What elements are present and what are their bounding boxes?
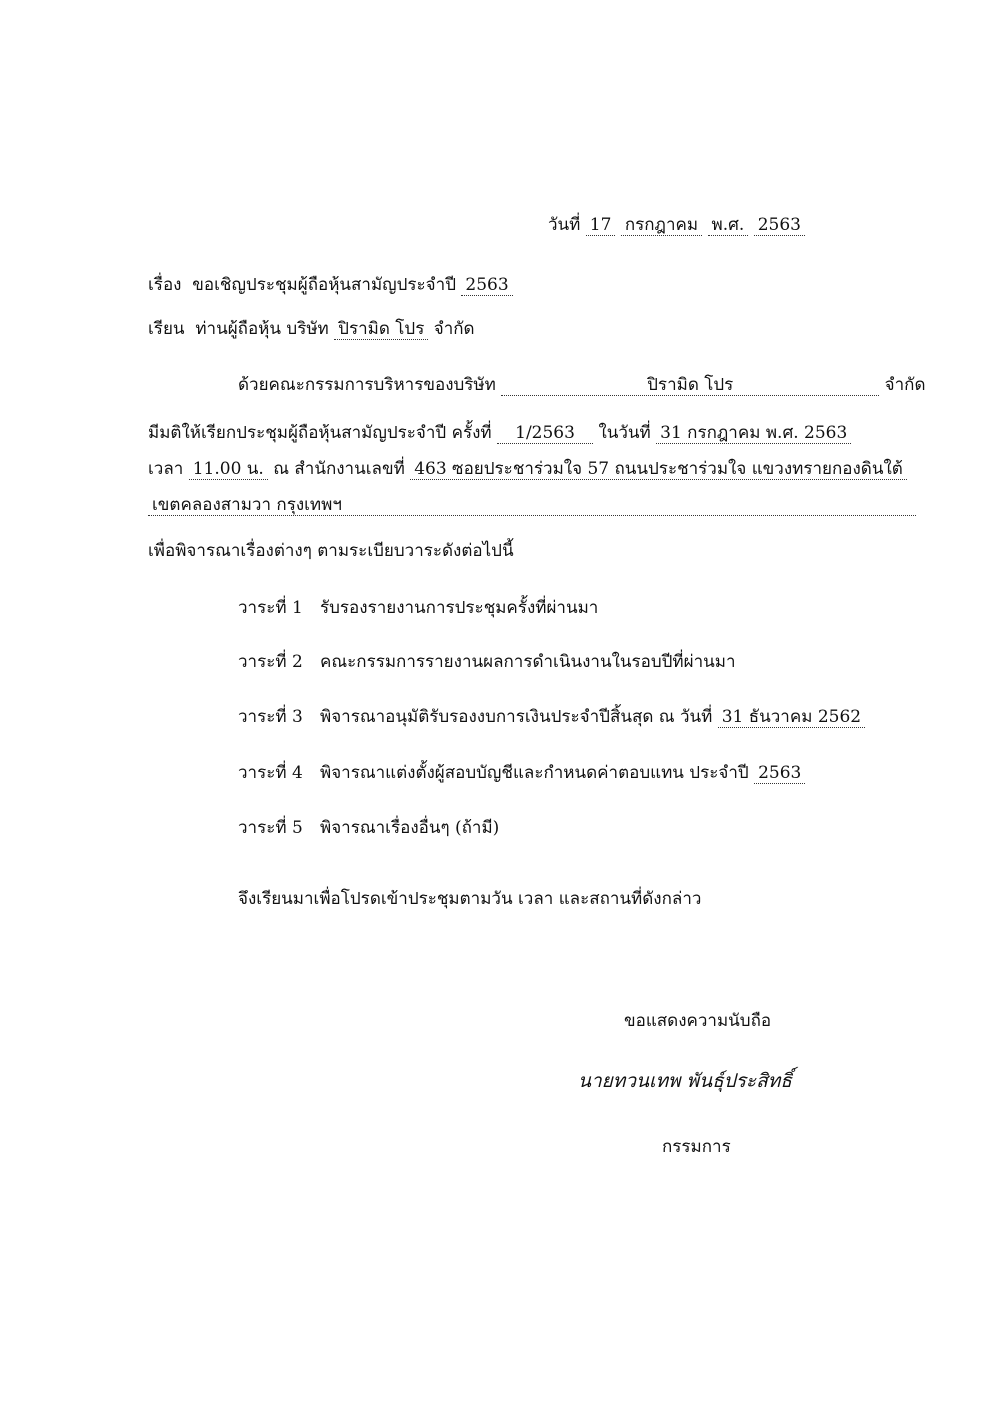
meeting-time: 11.00 น. (189, 459, 268, 480)
agenda-item-5 (238, 817, 499, 839)
agenda-fill: 2563 (754, 763, 805, 784)
body-line1-suffix: จำกัด (884, 375, 926, 395)
recipient-text: ท่านผู้ถือหุ้น บริษัท (195, 319, 329, 339)
subject-text: ขอเชิญประชุมผู้ถือหุ้นสามัญประจำปี (192, 275, 456, 295)
date-month: กรกฎาคม (621, 215, 702, 236)
date-label: วันที่ (548, 215, 581, 235)
agenda-text: พิจารณาแต่งตั้งผู้สอบบัญชีและกำหนดค่าตอบแทน ประจำปี (320, 763, 749, 783)
meeting-place-label: ณ สำนักงานเลขที่ (273, 459, 405, 479)
subject-label: เรื่อง (148, 275, 182, 295)
agenda-text: พิจารณาอนุมัติรับรองงบการเงินประจำปีสิ้นสุด ณ วันที่ (320, 707, 713, 727)
meeting-time-label: เวลา (148, 459, 184, 479)
subject-line (148, 274, 513, 296)
subject-year: 2563 (461, 275, 512, 296)
agenda-number: วาระที่ 3 (238, 707, 303, 727)
address-line-2: เขตคลองสามวา กรุงเทพฯ (148, 495, 916, 516)
address-line-1: 463 ซอยประชาร่วมใจ 57 ถนนประชาร่วมใจ แขวงทรายกองดินใต้ (410, 459, 907, 480)
agenda-text: รับรองรายงานการประชุมครั้งที่ผ่านมา (320, 598, 599, 618)
agenda-item-3 (238, 706, 865, 728)
agenda-intro: เพื่อพิจารณาเรื่องต่างๆ ตามระเบียบวาระดังต่อไปนี้ (148, 541, 514, 561)
meeting-number: 1/2563 (497, 423, 593, 444)
recipient-line (148, 318, 475, 340)
body-line-4 (148, 494, 916, 516)
recipient-suffix: จำกัด (433, 319, 475, 339)
agenda-number: วาระที่ 4 (238, 763, 303, 783)
agenda-number: วาระที่ 5 (238, 818, 303, 838)
date-era: พ.ศ. (708, 215, 749, 236)
date-day: 17 (586, 215, 616, 236)
agenda-item-1 (238, 597, 598, 619)
meeting-date: 31 กรกฎาคม พ.ศ. 2563 (656, 423, 851, 444)
closing-text: จึงเรียนมาเพื่อโปรดเข้าประชุมตามวัน เวลา และสถานที่ดังกล่าว (238, 889, 702, 909)
signer-name: นายทวนเทพ พันธุ์ประสิทธิ์ (578, 1070, 792, 1092)
body-line2-prefix: มีมติให้เรียกประชุมผู้ถือหุ้นสามัญประจำปี ครั้งที่ (148, 423, 492, 443)
body-line-2 (148, 422, 851, 444)
date-line (548, 214, 805, 236)
recipient-label: เรียน (148, 319, 185, 339)
agenda-item-2 (238, 651, 736, 673)
agenda-item-4 (238, 762, 805, 784)
agenda-text: คณะกรรมการรายงานผลการดำเนินงานในรอบปีที่ผ่านมา (320, 652, 736, 672)
body-line1-prefix: ด้วยคณะกรรมการบริหารของบริษัท (238, 375, 496, 395)
signer-title: กรรมการ (662, 1137, 731, 1157)
date-year: 2563 (754, 215, 805, 236)
body-line-1 (238, 374, 925, 396)
recipient-company: ปิรามิด โปร (334, 319, 428, 340)
agenda-number: วาระที่ 1 (238, 598, 303, 618)
regards: ขอแสดงความนับถือ (624, 1011, 772, 1031)
agenda-fill: 31 ธันวาคม 2562 (718, 707, 865, 728)
agenda-text: พิจารณาเรื่องอื่นๆ (ถ้ามี) (320, 818, 500, 838)
body-company: ปิรามิด โปร (501, 375, 879, 396)
agenda-number: วาระที่ 2 (238, 652, 303, 672)
meeting-date-label: ในวันที่ (598, 423, 651, 443)
body-line-3 (148, 458, 907, 480)
